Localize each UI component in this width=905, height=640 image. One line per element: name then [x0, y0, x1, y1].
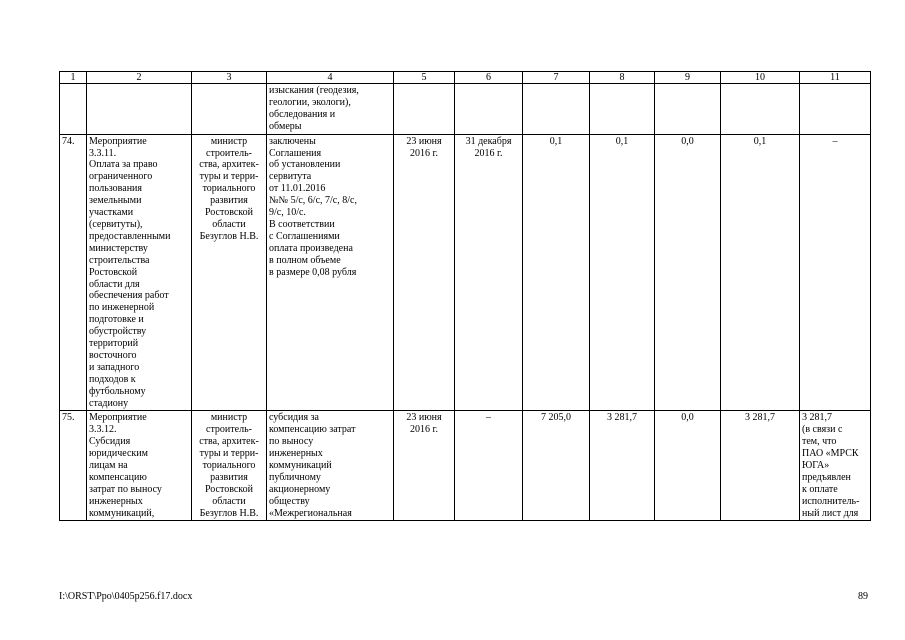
- value-cell: 0,0: [655, 411, 721, 521]
- continuation-row: [60, 84, 871, 135]
- header-cell: 11: [800, 72, 871, 84]
- table-row: [60, 411, 871, 521]
- table-cell: [800, 84, 871, 135]
- header-cell: 6: [455, 72, 523, 84]
- table-cell: [655, 84, 721, 135]
- measure-name: Мероприятие 3.3.11. Оплата за право ограниченного пользования земельными участками (сервитуты), предоставленными министерству строительства Ростовской области для обеспечения работ по инженерной подготовке и обустройству территорий восточного и западного подходов к футбольному стадиону: [87, 134, 192, 411]
- value-cell: 3 281,7: [721, 411, 800, 521]
- end-date: –: [455, 411, 523, 521]
- row-number: 75.: [60, 411, 87, 521]
- table-cell: изыскания (геодезия, геологии, экологи), обследования и обмеры: [267, 84, 394, 135]
- header-cell: 3: [192, 72, 267, 84]
- value-cell: 0,1: [590, 134, 655, 411]
- responsible-person: министр строитель- ства, архитек- туры и терри- ториального развития Ростовской области Безуглов Н.В.: [192, 134, 267, 411]
- header-cell: 2: [87, 72, 192, 84]
- table-cell: [192, 84, 267, 135]
- result-description: [267, 411, 394, 521]
- result-description-text: субсидия за компенсацию затрат по выносу инженерных коммуникаций публичному акционерному обществу «Межрегиональная: [269, 412, 356, 519]
- header-cell: 10: [721, 72, 800, 84]
- table-cell: [721, 84, 800, 135]
- file-path: I:\ORST\Ppo\0405p256.f17.docx: [59, 591, 193, 602]
- start-date: 23 июня 2016 г.: [394, 411, 455, 521]
- table-cell: [523, 84, 590, 135]
- header-cell: 5: [394, 72, 455, 84]
- report-table: [59, 71, 871, 521]
- value-cell: 0,1: [523, 134, 590, 411]
- row-number: 74.: [60, 134, 87, 411]
- start-date: 23 июня 2016 г.: [394, 134, 455, 411]
- table-row: [60, 134, 871, 411]
- note-cell: –: [800, 134, 871, 411]
- header-cell: 1: [60, 72, 87, 84]
- header-row: [60, 72, 871, 84]
- table-cell: [60, 84, 87, 135]
- header-cell: 7: [523, 72, 590, 84]
- table-cell: [394, 84, 455, 135]
- responsible-person: [192, 411, 267, 521]
- page-number: 89: [858, 591, 868, 602]
- measure-name: [87, 411, 192, 521]
- measure-name-text: Мероприятие 3.3.12. Субсидия юридическим лицам на компенсацию затрат по выносу инженерных коммуникаций,: [89, 412, 162, 519]
- table-cell: [87, 84, 192, 135]
- table-cell: [590, 84, 655, 135]
- table-cell: [455, 84, 523, 135]
- header-cell: 9: [655, 72, 721, 84]
- responsible-person-text: министр строитель- ства, архитек- туры и терри- ториального развития Ростовской области Безуглов Н.В.: [199, 412, 259, 519]
- value-cell: 7 205,0: [523, 411, 590, 521]
- value-cell: 3 281,7: [590, 411, 655, 521]
- header-cell: 8: [590, 72, 655, 84]
- value-cell: 0,0: [655, 134, 721, 411]
- note-cell-text: 3 281,7 (в связи с тем, что ПАО «МРСК ЮГА» предъявлен к оплате исполнитель- ный лист для: [802, 412, 860, 519]
- note-cell: [800, 411, 871, 521]
- result-description: заключены Соглашения об установлении сервитута от 11.01.2016 №№ 5/с, 6/с, 7/с, 8/с, 9/с, 10/с. В соответствии с Соглашениями оплата произведена в полном объеме в размере 0,08 рубля: [267, 134, 394, 411]
- value-cell: 0,1: [721, 134, 800, 411]
- header-cell: 4: [267, 72, 394, 84]
- end-date: 31 декабря 2016 г.: [455, 134, 523, 411]
